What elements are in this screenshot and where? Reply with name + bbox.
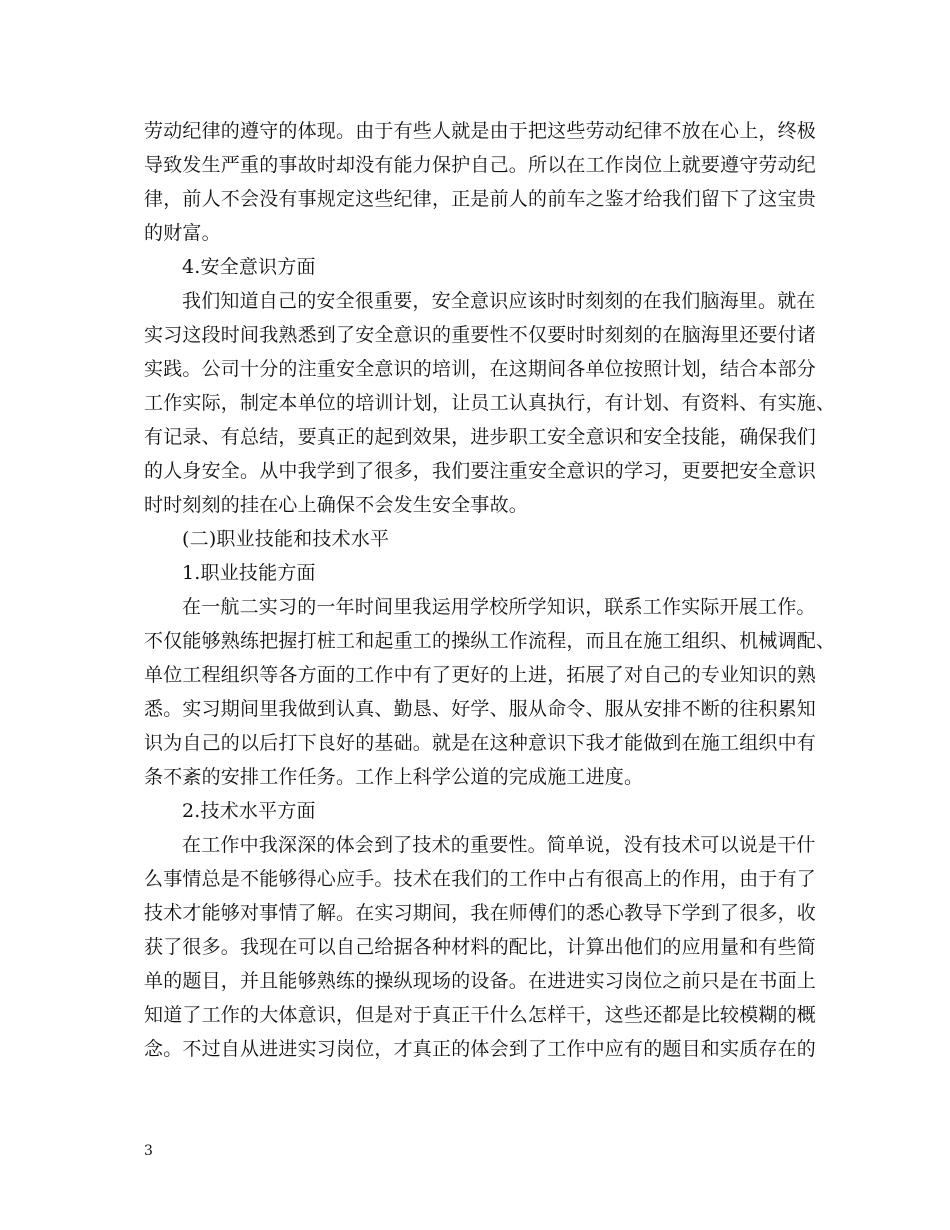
- text-line: 么事情总是不能够得心应手。技术在我们的工作中占有很高上的作用，由于有了: [144, 868, 817, 890]
- text-line: 的人身安全。从中我学到了很多，我们要注重安全意识的学习，更要把安全意识: [144, 460, 817, 482]
- text-line: 单位工程组织等各方面的工作中有了更好的上进，拓展了对自己的专业知识的熟: [144, 664, 817, 686]
- page-number: 3: [144, 1143, 153, 1159]
- text-line: 时时刻刻的挂在心上确保不会发生安全事故。: [144, 494, 529, 516]
- text-line: 获了很多。我现在可以自己给据各种材料的配比，计算出他们的应用量和有些简: [144, 936, 817, 958]
- section-heading: 4.安全意识方面: [182, 256, 316, 278]
- text-line: 导致发生严重的事故时却没有能力保护自己。所以在工作岗位上就要遵守劳动纪: [144, 154, 817, 176]
- text-line: 识为自己的以后打下良好的基础。就是在这种意识下我才能做到在施工组织中有: [144, 732, 817, 754]
- text-line: 悉。实习期间里我做到认真、勤恳、好学、服从命令、服从安排不断的往积累知: [144, 698, 817, 720]
- section-heading: 1.职业技能方面: [182, 562, 316, 584]
- text-line: 的财富。: [144, 222, 221, 244]
- section-heading: (二)职业技能和技术水平: [182, 528, 390, 550]
- text-line: 律，前人不会没有事规定这些纪律，正是前人的前车之鉴才给我们留下了这宝贵: [144, 188, 817, 210]
- text-line: 我们知道自己的安全很重要，安全意识应该时时刻刻的在我们脑海里。就在: [182, 290, 816, 312]
- text-line: 在工作中我深深的体会到了技术的重要性。简单说，没有技术可以说是干什: [182, 834, 816, 856]
- text-line: 在一航二实习的一年时间里我运用学校所学知识，联系工作实际开展工作。: [182, 596, 816, 618]
- text-line: 劳动纪律的遵守的体现。由于有些人就是由于把这些劳动纪律不放在心上，终极: [144, 120, 817, 142]
- text-line: 单的题目，并且能够熟练的操纵现场的设备。在进进实习岗位之前只是在书面上: [144, 970, 817, 992]
- text-line: 知道了工作的大体意识，但是对于真正干什么怎样干，这些还都是比较模糊的概: [144, 1004, 817, 1026]
- text-line: 条不紊的安排工作任务。工作上科学公道的完成施工进度。: [144, 766, 644, 788]
- text-line: 有记录、有总结，要真正的起到效果，进步职工安全意识和安全技能，确保我们: [144, 426, 817, 448]
- body-text: [144, 114, 836, 1066]
- text-line: 技术才能够对事情了解。在实习期间，我在师傅们的悉心教导下学到了很多，收: [144, 902, 817, 924]
- text-line: 实践。公司十分的注重安全意识的培训，在这期间各单位按照计划，结合本部分: [144, 358, 817, 380]
- text-line: 工作实际，制定本单位的培训计划，让员工认真执行，有计划、有资料、有实施、: [144, 392, 836, 414]
- text-line: 不仅能够熟练把握打桩工和起重工的操纵工作流程，而且在施工组织、机械调配、: [144, 630, 836, 652]
- text-line: 实习这段时间我熟悉到了安全意识的重要性不仅要时时刻刻的在脑海里还要付诸: [144, 324, 817, 346]
- text-line: 念。不过自从进进实习岗位，才真正的体会到了工作中应有的题目和实质存在的: [144, 1038, 817, 1060]
- section-heading: 2.技术水平方面: [182, 800, 316, 822]
